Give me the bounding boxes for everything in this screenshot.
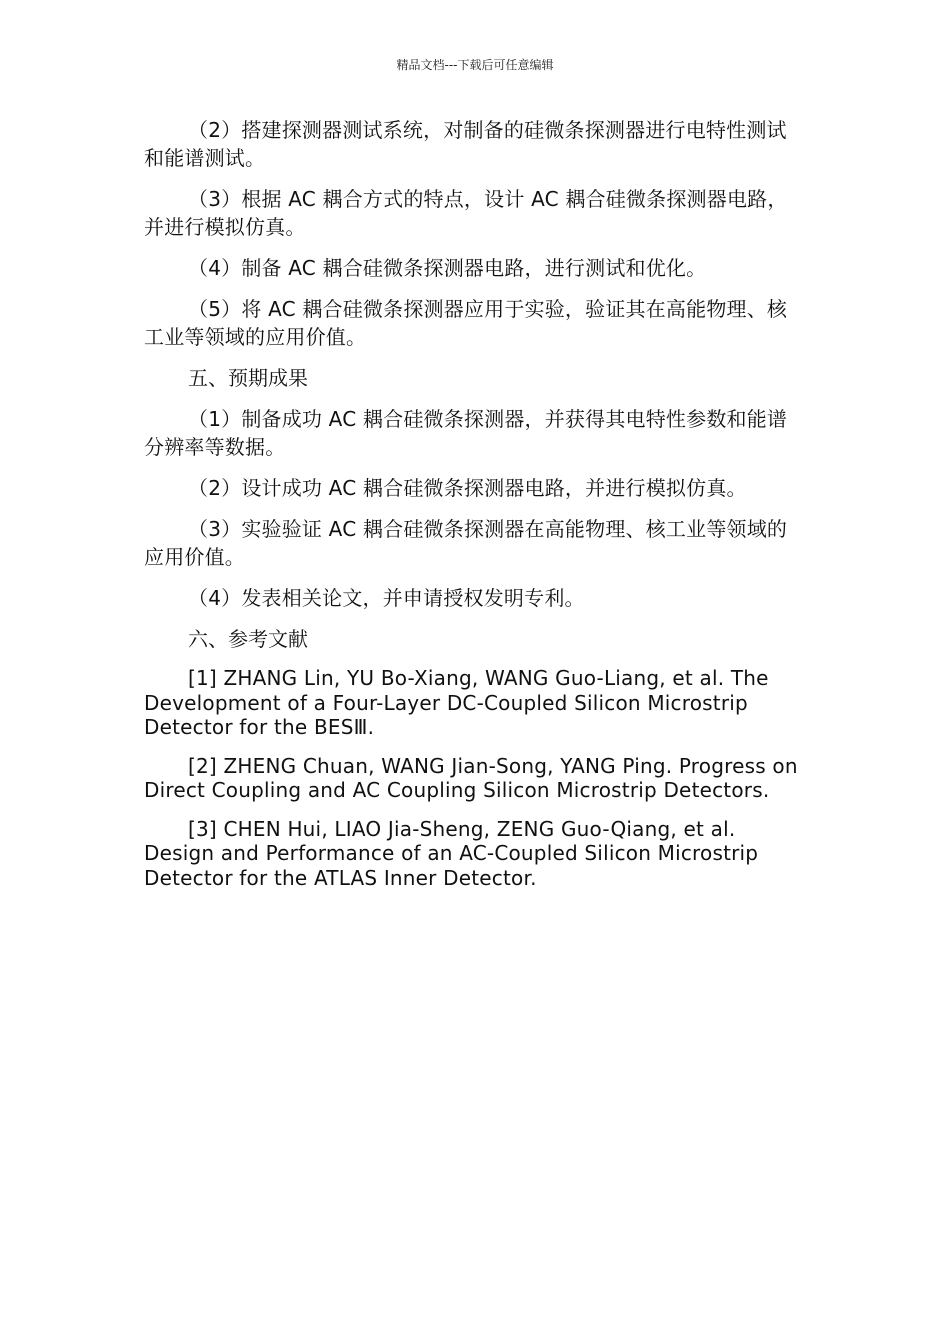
document-body bbox=[144, 116, 806, 904]
outcome-item-4: （4）发表相关论文，并申请授权发明专利。 bbox=[188, 586, 585, 610]
content-item-3: （3）根据 AC 耦合方式的特点，设计 AC 耦合硅微条探测器电路，并进行模拟仿真。 bbox=[144, 187, 788, 239]
content-item-5: （5）将 AC 耦合硅微条探测器应用于实验，验证其在高能物理、核工业等领域的应用价值。 bbox=[144, 297, 788, 349]
section-heading-expected-results: 五、预期成果 bbox=[188, 366, 308, 390]
outcome-item-1: （1）制备成功 AC 耦合硅微条探测器，并获得其电特性参数和能谱分辨率等数据。 bbox=[144, 407, 788, 459]
content-item-4: （4）制备 AC 耦合硅微条探测器电路，进行测试和优化。 bbox=[188, 256, 707, 280]
reference-item-3: [3] CHEN Hui, LIAO Jia-Sheng, ZENG Guo-Qiang, et al. Design and Performance of an AC-Coupled Silicon Microstrip Detector for the ATLAS Inner Detector. bbox=[144, 816, 759, 890]
reference-item-2: [2] ZHENG Chuan, WANG Jian-Song, YANG Ping. Progress on Direct Coupling and AC Coupling Silicon Microstrip Detectors. bbox=[144, 753, 798, 802]
outcome-item-2: （2）设计成功 AC 耦合硅微条探测器电路，并进行模拟仿真。 bbox=[188, 476, 747, 500]
section-heading-references: 六、参考文献 bbox=[188, 627, 308, 651]
reference-item-1: [1] ZHANG Lin, YU Bo-Xiang, WANG Guo-Liang, et al. The Development of a Four-Layer DC-Coupled Silicon Microstrip Detector for the BESⅢ. bbox=[144, 666, 769, 739]
outcome-item-3: （3）实验验证 AC 耦合硅微条探测器在高能物理、核工业等领域的应用价值。 bbox=[144, 517, 788, 569]
content-item-2: （2）搭建探测器测试系统，对制备的硅微条探测器进行电特性测试和能谱测试。 bbox=[144, 118, 787, 170]
page-header: 精品文档---下载后可任意编辑 bbox=[396, 58, 554, 72]
